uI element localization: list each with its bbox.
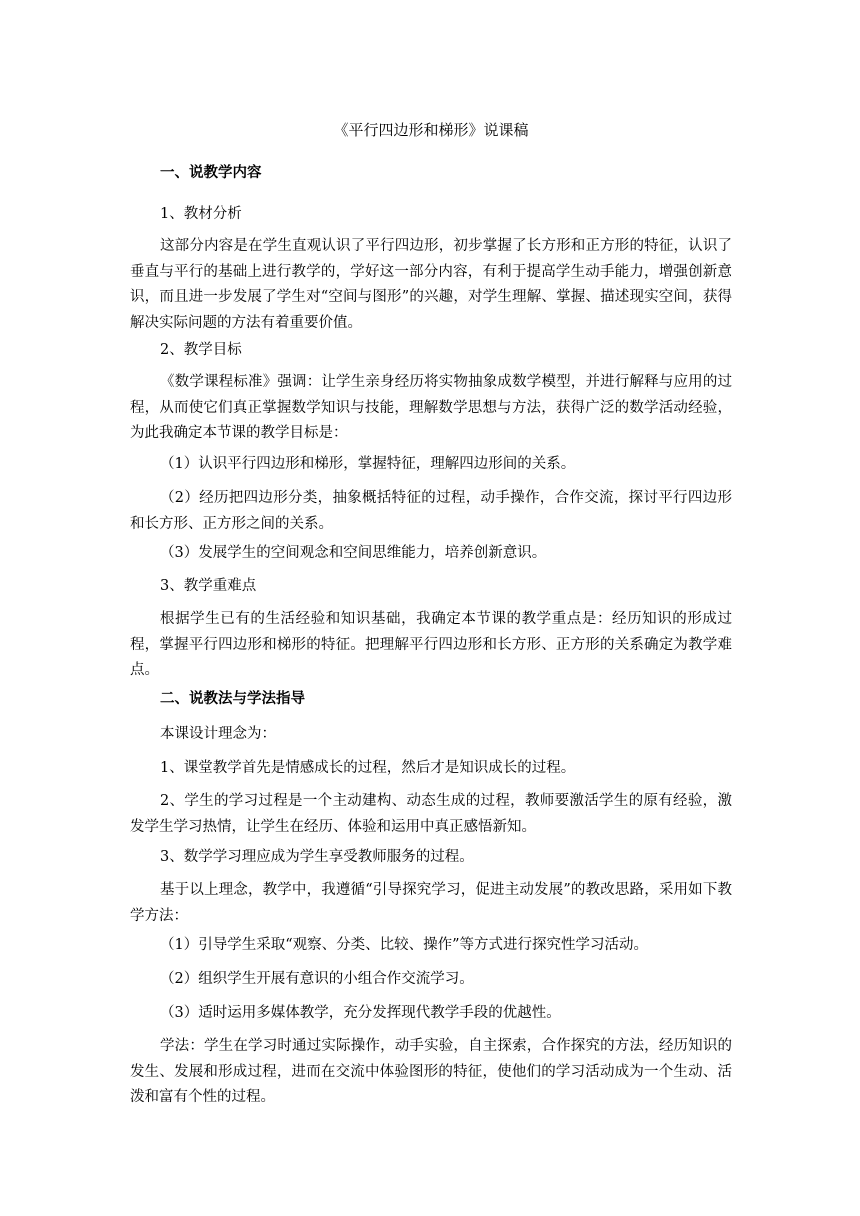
subheading-teaching-goals: 2、教学目标 [160,342,242,358]
goal-item-2: （2）经历把四边形分类，抽象概括特征的过程，动手操作，合作交流，探讨平行四边形和长方形、正方形之间的关系。 [130,490,732,532]
goal-item-3: （3）发展学生的空间观念和空间思维能力，培养创新意识。 [160,545,547,561]
paragraph-key-points: 根据学生已有的生活经验和知识基础，我确定本节课的教学重点是：经历知识的形成过程，掌握平行四边形和梯形的特征。把理解平行四边形和长方形、正方形的关系确定为教学难点。 [130,611,732,678]
subheading-material-analysis: 1、教材分析 [160,206,242,222]
paragraph-design-intro: 本课设计理念为： [160,726,276,742]
idea-item-1: 1、课堂教学首先是情感成长的过程，然后才是知识成长的过程。 [160,760,576,776]
section-heading-methods: 二、说教法与学法指导 [160,691,305,707]
paragraph-teaching-approach: 基于以上理念，教学中，我遵循“引导探究学习，促进主动发展”的教改思路，采用如下教学方法： [130,882,732,924]
paragraph-teaching-goals: 《数学课程标准》强调：让学生亲身经历将实物抽象成数学模型，并进行解释与应用的过程，从而使它们真正掌握数学知识与技能，理解数学思想与方法，获得广泛的数学活动经验，为此我确定本节课的教学目标是： [130,374,732,441]
method-item-1: （1）引导学生采取“观察、分类、比较、操作”等方式进行探究性学习活动。 [160,937,649,953]
subheading-key-points: 3、教学重难点 [160,578,257,594]
method-item-2: （2）组织学生开展有意识的小组合作交流学习。 [160,971,474,987]
idea-item-3: 3、数学学习理应成为学生享受教师服务的过程。 [160,849,474,865]
paragraph-learning-method: 学法：学生在学习时通过实际操作，动手实验，自主探索，合作探究的方法，经历知识的发生、发展和形成过程，进而在交流中体验图形的特征，使他们的学习活动成为一个生动、活泼和富有个性的过程。 [130,1038,732,1105]
section-heading-content: 一、说教学内容 [160,165,262,181]
idea-item-2: 2、学生的学习过程是一个主动建构、动态生成的过程，教师要激活学生的原有经验，激发学生学习热情，让学生在经历、体验和运用中真正感悟新知。 [130,793,732,835]
goal-item-1: （1）认识平行四边形和梯形，掌握特征，理解四边形间的关系。 [160,456,576,472]
method-item-3: （3）适时运用多媒体教学，充分发挥现代教学手段的优越性。 [160,1005,561,1021]
document-title: 《平行四边形和梯形》说课稿 [333,121,529,139]
paragraph-material-analysis: 这部分内容是在学生直观认识了平行四边形，初步掌握了长方形和正方形的特征，认识了垂直与平行的基础上进行教学的，学好这一部分内容，有利于提高学生动手能力，增强创新意识，而且进一步发展了学生对“空间与图形”的兴趣，对学生理解、掌握、描述现实空间，获得解决实际问题的方法有着重要价值。 [130,238,732,331]
